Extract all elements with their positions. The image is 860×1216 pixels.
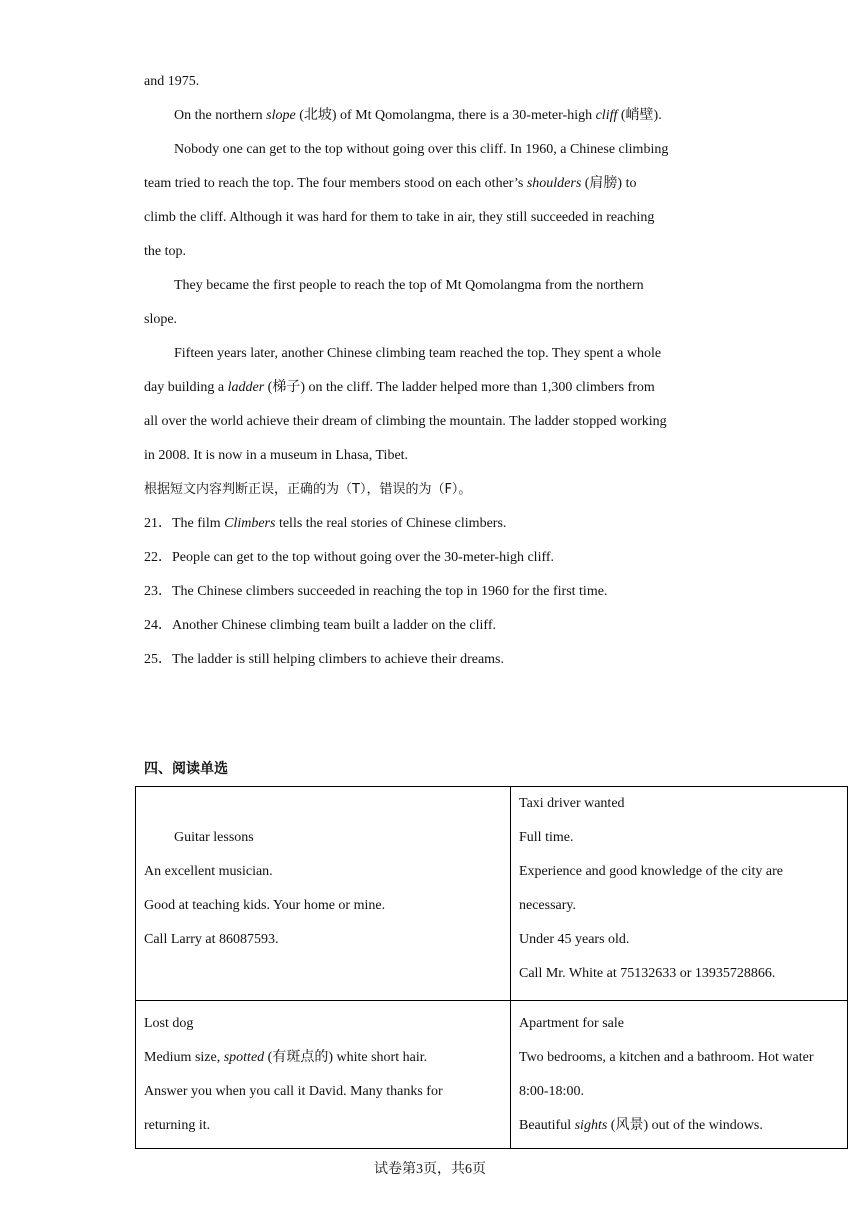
ad-line: Medium size, spotted (有斑点的) white short hair. bbox=[144, 1050, 428, 1065]
passage-line: in 2008. It is now in a museum in Lhasa, Tibet. bbox=[144, 448, 409, 463]
ad-line: Experience and good knowledge of the city are bbox=[519, 864, 783, 879]
passage-line: day building a ladder (梯子) on the cliff. The ladder helped more than 1,300 climbers from bbox=[144, 380, 655, 395]
ad-line: An excellent musician. bbox=[144, 864, 273, 879]
instruction: 根据短文内容判断正误，正确的为（T），错误的为（F）。 bbox=[144, 482, 472, 497]
passage-line: On the northern slope (北坡) of Mt Qomolangma, there is a 30-meter-high cliff (峭壁). bbox=[174, 108, 662, 123]
question-24: 24．Another Chinese climbing team built a ladder on the cliff. bbox=[144, 618, 496, 633]
ad-line: Call Larry at 86087593. bbox=[144, 932, 279, 947]
question-25: 25．The ladder is still helping climbers to achieve their dreams. bbox=[144, 652, 505, 667]
ad-title: Taxi driver wanted bbox=[519, 796, 625, 811]
ads-table bbox=[135, 786, 848, 1149]
ad-line: 8:00-18:00. bbox=[519, 1084, 584, 1099]
passage-line: and 1975. bbox=[144, 74, 200, 89]
ad-line: Beautiful sights (风景) out of the windows. bbox=[519, 1118, 763, 1133]
passage-line: Fifteen years later, another Chinese climbing team reached the top. They spent a whole bbox=[174, 346, 662, 361]
ad-taxi-driver bbox=[511, 787, 848, 1001]
ad-line: necessary. bbox=[519, 898, 577, 913]
ad-line: returning it. bbox=[144, 1118, 211, 1133]
page-footer: 试卷第3页，共6页 bbox=[374, 1162, 486, 1177]
question-22: 22．People can get to the top without going over the 30-meter-high cliff. bbox=[144, 550, 555, 565]
passage-line: team tried to reach the top. The four members stood on each other’s shoulders (肩膀) to bbox=[144, 176, 637, 191]
ad-apartment-for-sale bbox=[511, 1001, 848, 1149]
passage-line: all over the world achieve their dream of climbing the mountain. The ladder stopped working bbox=[144, 414, 667, 429]
ad-line: Two bedrooms, a kitchen and a bathroom. Hot water bbox=[519, 1050, 814, 1065]
ad-title: Lost dog bbox=[144, 1016, 194, 1031]
ad-line: Answer you when you call it David. Many thanks for bbox=[144, 1084, 443, 1099]
ad-title: Apartment for sale bbox=[519, 1016, 624, 1031]
ad-lost-dog bbox=[136, 1001, 511, 1149]
reading-passage bbox=[144, 65, 724, 677]
ad-line: Good at teaching kids. Your home or mine. bbox=[144, 898, 386, 913]
passage-line: slope. bbox=[144, 312, 178, 327]
passage-line: They became the first people to reach the top of Mt Qomolangma from the northern bbox=[174, 278, 644, 293]
passage-line: the top. bbox=[144, 244, 186, 259]
ad-line: Call Mr. White at 75132633 or 13935728866. bbox=[519, 966, 776, 981]
passage-line: climb the cliff. Although it was hard for them to take in air, they still succeeded in reaching bbox=[144, 210, 655, 225]
question-23: 23．The Chinese climbers succeeded in reaching the top in 1960 for the first time. bbox=[144, 584, 608, 599]
question-21: 21．The film Climbers tells the real stories of Chinese climbers. bbox=[144, 516, 507, 531]
section-heading: 四、阅读单选 bbox=[144, 761, 228, 777]
ad-title: Guitar lessons bbox=[174, 830, 254, 845]
passage-line: Nobody one can get to the top without going over this cliff. In 1960, a Chinese climbing bbox=[174, 142, 669, 157]
ad-guitar-lessons bbox=[136, 787, 511, 1001]
ad-line: Full time. bbox=[519, 830, 574, 845]
ad-line: Under 45 years old. bbox=[519, 932, 630, 947]
